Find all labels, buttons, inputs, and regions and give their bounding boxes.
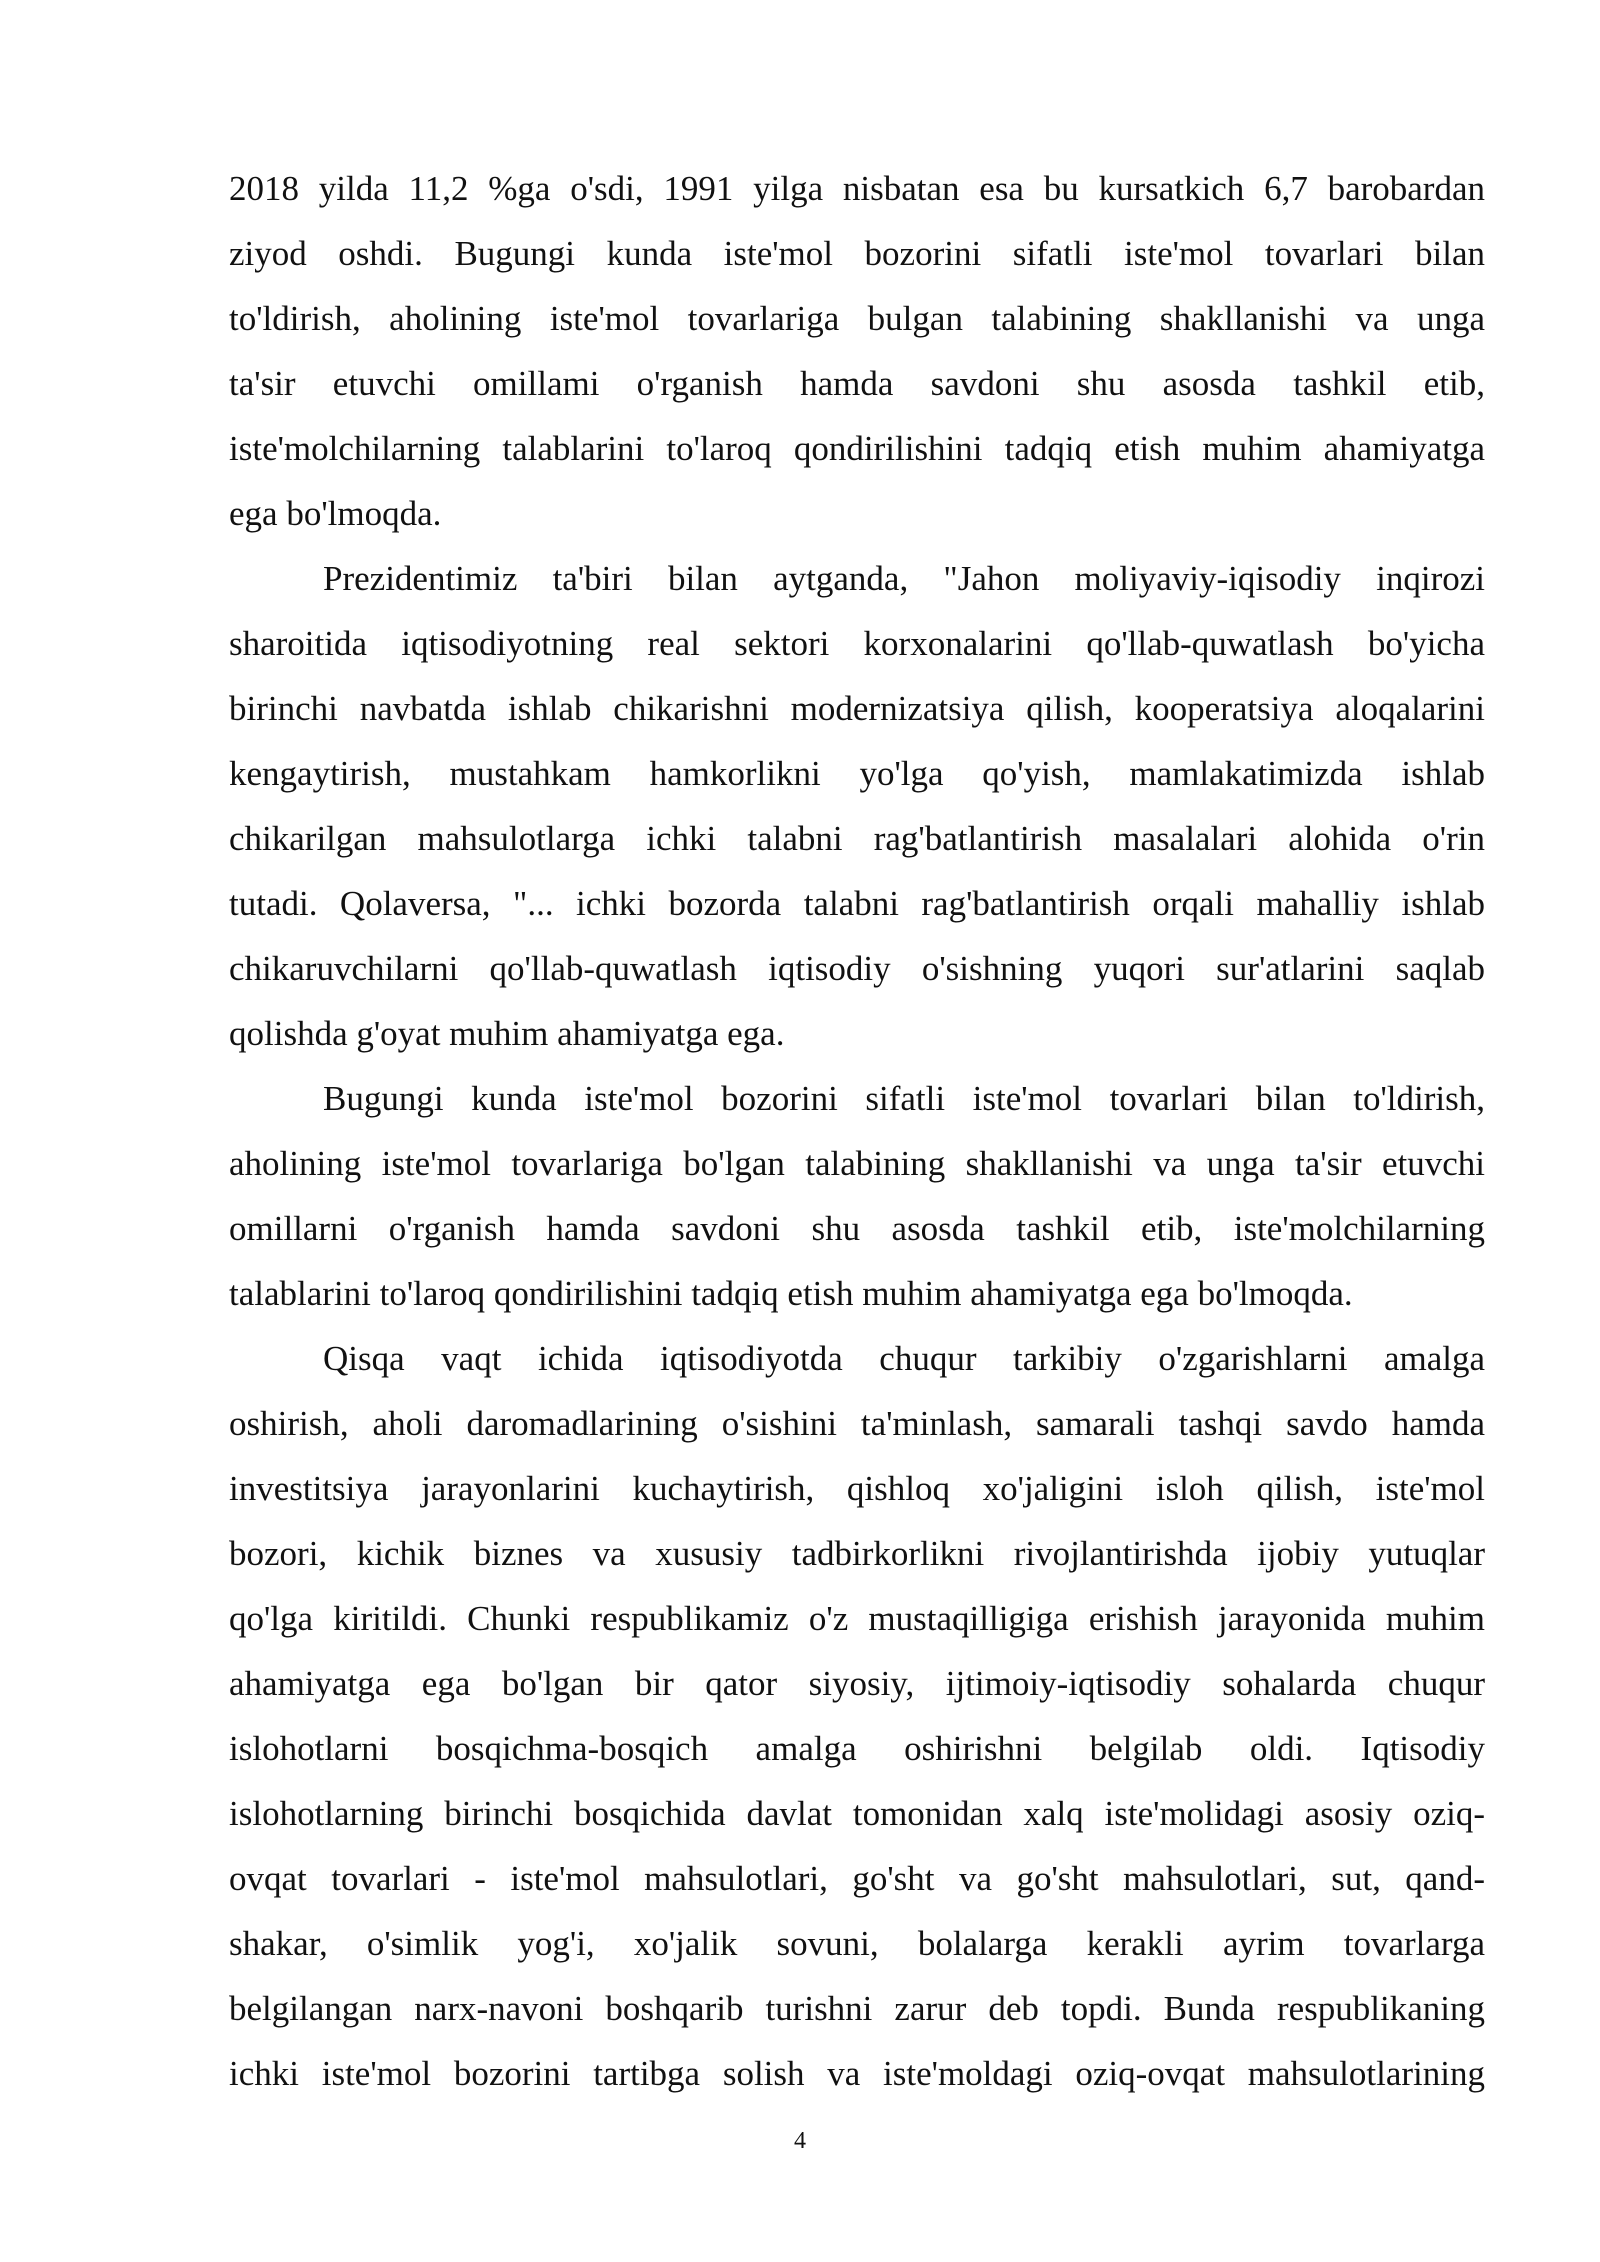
text-line: ziyod oshdi. Bugungi kunda iste'mol bozorini sifatli iste'mol tovarlari bilan [229,234,1485,273]
text-line: to'ldirish, aholining iste'mol tovarlariga bulgan talabining shakllanishi va unga [229,299,1485,338]
paragraph-3 [229,1066,1485,1326]
paragraph-1 [229,156,1485,546]
text-line: qo'lga kiritildi. Chunki respublikamiz o'z mustaqilligiga erishish jarayonida muhim [229,1599,1485,1638]
text-line: shakar, o'simlik yog'i, xo'jalik sovuni, bolalarga kerakli ayrim tovarlarga [229,1924,1485,1963]
text-line: ega bo'lmoqda. [229,494,442,533]
text-line: ovqat tovarlari - iste'mol mahsulotlari, go'sht va go'sht mahsulotlari, sut, qand- [229,1859,1485,1898]
body-text [229,156,1485,2106]
text-line: bozori, kichik biznes va xususiy tadbirkorlikni rivojlantirishda ijobiy yutuqlar [229,1534,1485,1573]
text-line: ahamiyatga ega bo'lgan bir qator siyosiy, ijtimoiy-iqtisodiy sohalarda chuqur [229,1664,1485,1703]
text-line: kengaytirish, mustahkam hamkorlikni yo'lga qo'yish, mamlakatimizda ishlab [229,754,1485,793]
text-line: Bugungi kunda iste'mol bozorini sifatli iste'mol tovarlari bilan to'ldirish, [323,1079,1485,1118]
text-line: belgilangan narx-navoni boshqarib turishni zarur deb topdi. Bunda respublikaning [229,1989,1485,2028]
paragraph-2 [229,546,1485,1066]
text-line: ta'sir etuvchi omillami o'rganish hamda savdoni shu asosda tashkil etib, [229,364,1485,403]
page-number: 4 [794,2128,806,2154]
text-line: chikarilgan mahsulotlarga ichki talabni rag'batlantirish masalalari alohida o'rin [229,819,1485,858]
text-line: talablarini to'laroq qondirilishini tadqiq etish muhim ahamiyatga ega bo'lmoqda. [229,1274,1353,1313]
text-line: birinchi navbatda ishlab chikarishni modernizatsiya qilish, kooperatsiya aloqalarini [229,689,1485,728]
text-line: islohotlarning birinchi bosqichida davlat tomonidan xalq iste'molidagi asosiy oziq- [229,1794,1485,1833]
text-line: islohotlarni bosqichma-bosqich amalga oshirishni belgilab oldi. Iqtisodiy [229,1729,1485,1768]
text-line: tutadi. Qolaversa, "... ichki bozorda talabni rag'batlantirish orqali mahalliy ishlab [229,884,1485,923]
text-line: oshirish, aholi daromadlarining o'sishini ta'minlash, samarali tashqi savdo hamda [229,1404,1485,1443]
text-line: ichki iste'mol bozorini tartibga solish va iste'moldagi oziq-ovqat mahsulotlarining [229,2054,1485,2093]
text-line: omillarni o'rganish hamda savdoni shu asosda tashkil etib, iste'molchilarning [229,1209,1485,1248]
text-line: Prezidentimiz ta'biri bilan aytganda, "Jahon moliyaviy-iqisodiy inqirozi [323,559,1485,598]
text-line: sharoitida iqtisodiyotning real sektori korxonalarini qo'llab-quwatlash bo'yicha [229,624,1485,663]
text-line: 2018 yilda 11,2 %ga o'sdi, 1991 yilga nisbatan esa bu kursatkich 6,7 barobardan [229,169,1485,208]
paragraph-4 [229,1326,1485,2106]
text-line: qolishda g'oyat muhim ahamiyatga ega. [229,1014,785,1053]
text-line: Qisqa vaqt ichida iqtisodiyotda chuqur tarkibiy o'zgarishlarni amalga [323,1339,1485,1378]
text-line: aholining iste'mol tovarlariga bo'lgan talabining shakllanishi va unga ta'sir etuvchi [229,1144,1485,1183]
text-line: chikaruvchilarni qo'llab-quwatlash iqtisodiy o'sishning yuqori sur'atlarini saqlab [229,949,1485,988]
text-line: investitsiya jarayonlarini kuchaytirish, qishloq xo'jaligini isloh qilish, iste'mol [229,1469,1485,1508]
text-line: iste'molchilarning talablarini to'laroq qondirilishini tadqiq etish muhim ahamiyatga [229,429,1485,468]
